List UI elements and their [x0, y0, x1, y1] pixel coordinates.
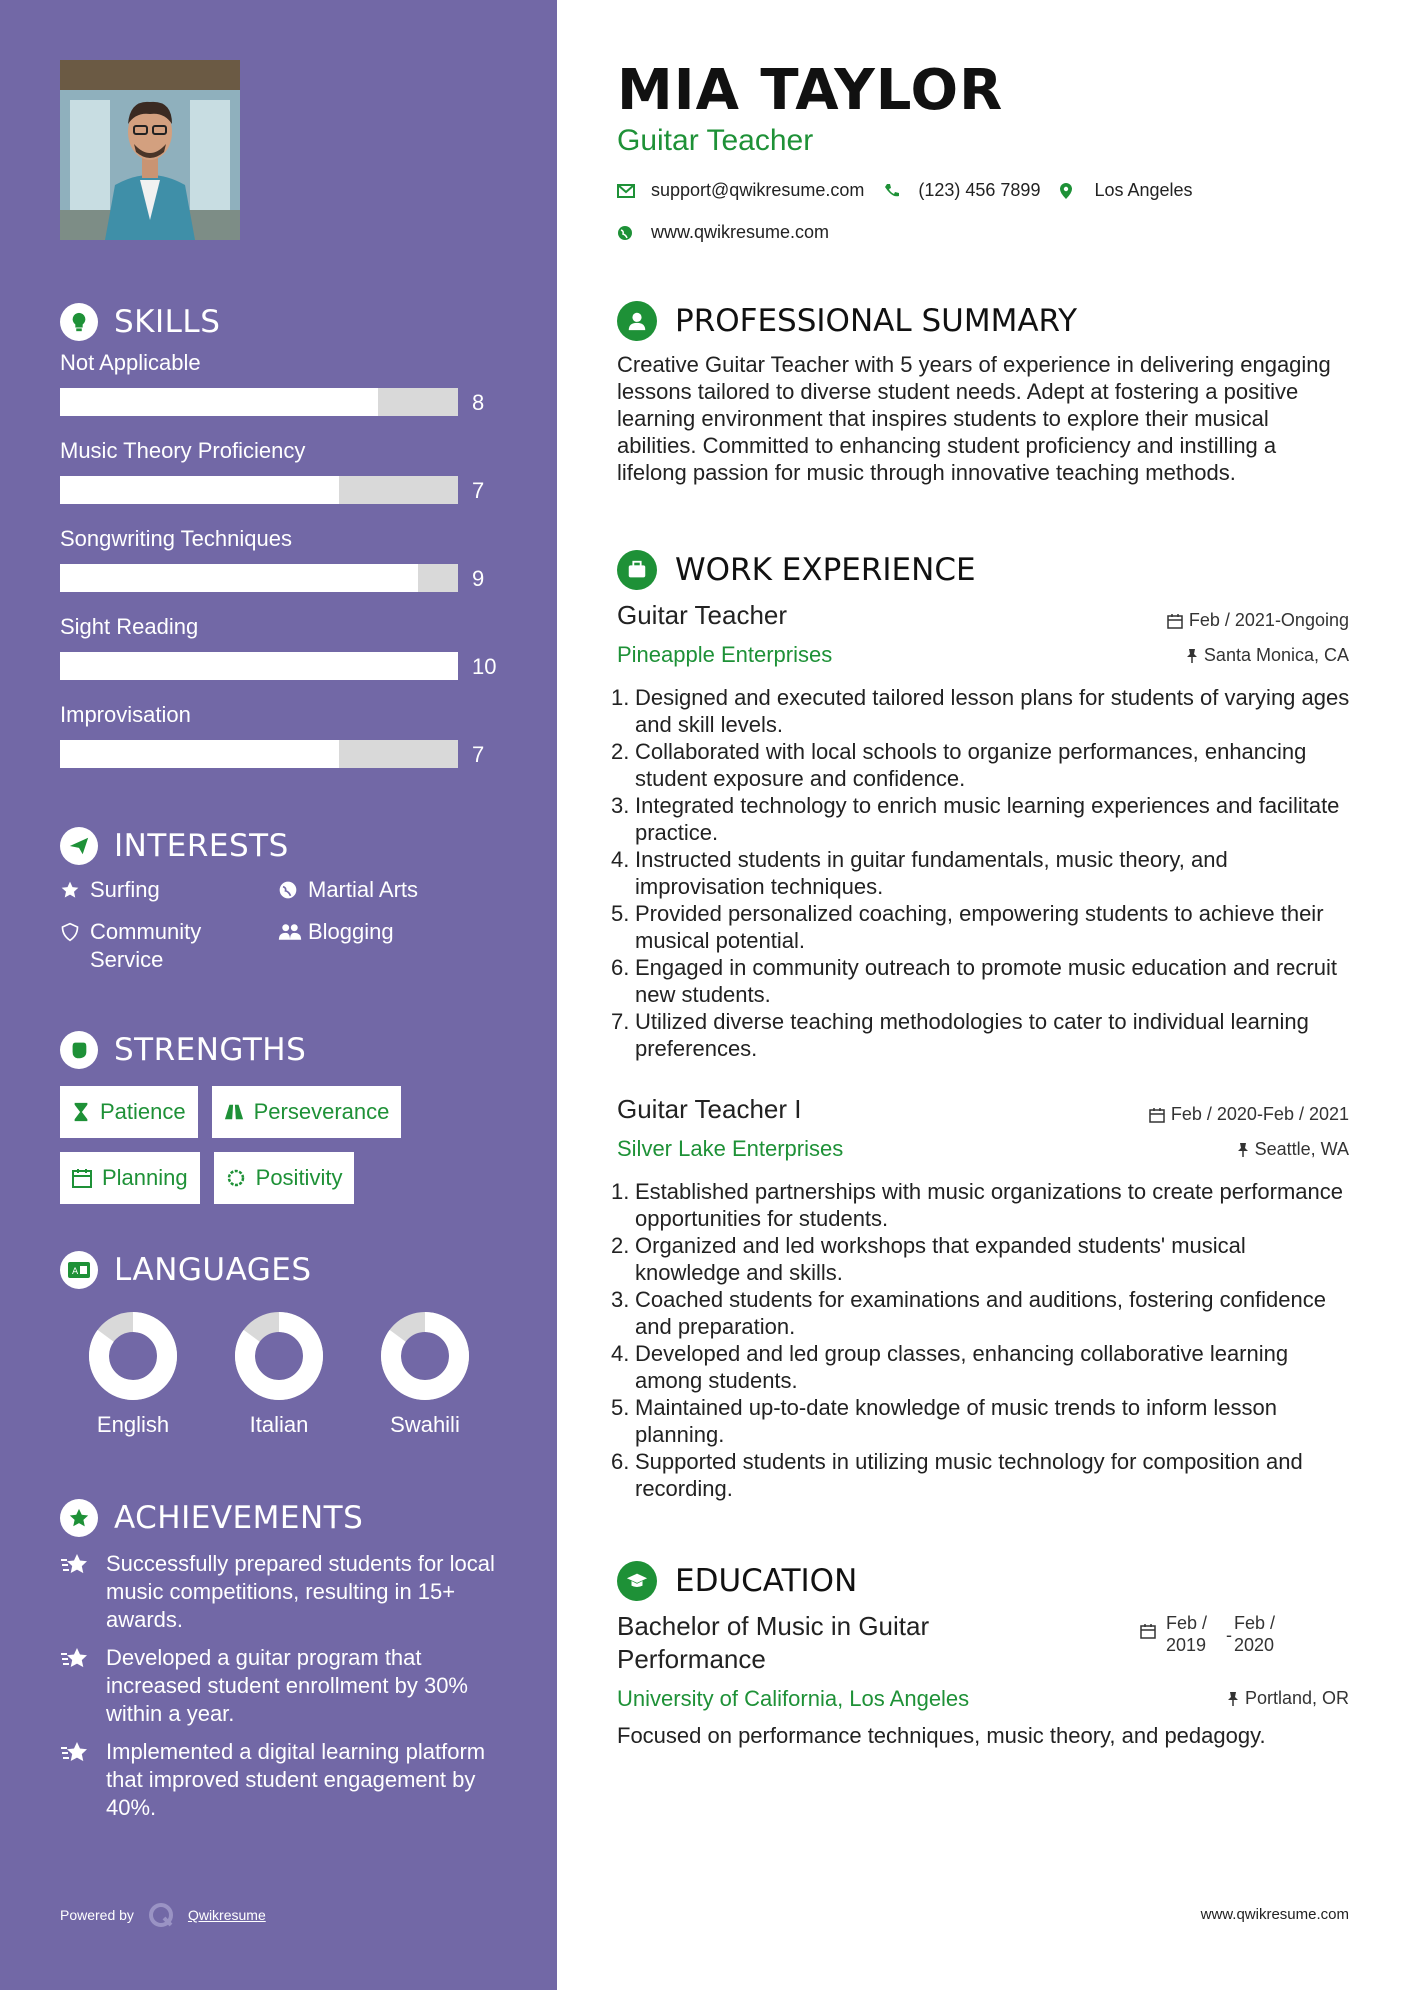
- strength-label: Patience: [100, 1099, 186, 1124]
- achievement-text: Developed a guitar program that increased student enrollment by 30% within a year.: [106, 1645, 468, 1726]
- skill-value: 7: [472, 478, 485, 503]
- language-item: [352, 1310, 498, 1438]
- skill-bar: [60, 388, 458, 416]
- website-link[interactable]: www.qwikresume.com: [651, 222, 830, 242]
- achievements-section: [60, 1496, 520, 1822]
- education-description: Focused on performance techniques, music theory, and pedagogy.: [617, 1723, 1266, 1748]
- globe-icon: [617, 225, 651, 241]
- interest-label: Surfing: [90, 877, 160, 902]
- language-ring: [233, 1310, 325, 1402]
- skill-bar: [60, 740, 458, 768]
- duty-text: Collaborated with local schools to organize performances, enhancing student exposure and confidence.: [635, 739, 1307, 791]
- strength-chip: [212, 1086, 402, 1138]
- skill-bar-fill: [60, 564, 418, 592]
- phone-number[interactable]: (123) 456 7899: [918, 180, 1041, 200]
- skill-bar: [60, 564, 458, 592]
- skill-name: Songwriting Techniques: [60, 526, 292, 551]
- strength-chip: [60, 1086, 198, 1138]
- users-icon: [278, 918, 308, 946]
- interest-item: [278, 918, 496, 974]
- skill-bar-fill: [60, 476, 339, 504]
- skill-row: [60, 696, 520, 784]
- map-pin-icon: [1060, 183, 1094, 199]
- qwikresume-link[interactable]: Qwikresume: [187, 1907, 266, 1923]
- duty-item: 5. Maintained up-to-date knowledge of music trends to inform lesson planning.: [611, 1395, 1278, 1447]
- degree-title: Bachelor of Music in Guitar Performance: [617, 1611, 930, 1674]
- trophy-star-icon: [60, 1499, 98, 1537]
- powered-by: Powered by Qwikresume: [60, 1900, 266, 1930]
- achievements-heading: ACHIEVEMENTS: [60, 1496, 520, 1540]
- language-item: [60, 1310, 206, 1438]
- language-ring: [87, 1310, 179, 1402]
- skill-bar-fill: [60, 740, 339, 768]
- education-location: Portland, OR: [1227, 1688, 1349, 1709]
- star-icon: [60, 876, 90, 904]
- achievement-item: [60, 1550, 520, 1634]
- job-company: Silver Lake Enterprises: [617, 1136, 844, 1161]
- strengths-heading: STRENGTHS: [60, 1028, 520, 1072]
- job-company: Pineapple Enterprises: [617, 642, 833, 667]
- interest-label: Blogging: [308, 919, 394, 944]
- duty-text: Instructed students in guitar fundamentals, music theory, and improvisation techniques.: [635, 847, 1228, 899]
- footer-website[interactable]: www.qwikresume.com: [1200, 1906, 1349, 1923]
- summary-text: Creative Guitar Teacher with 5 years of experience in delivering engaging lessons tailored to diverse student needs. Adept at fostering a positive learning environment that inspires students to explore their musical abilities. Committed to enhancing student proficiency and instilling a lifelong passion for music through innovative teaching methods.: [617, 352, 1331, 485]
- duty-text: Designed and executed tailored lesson plans for students of varying ages and skill levels.: [635, 685, 1350, 737]
- job-duties: [611, 684, 1355, 1062]
- graduation-cap-icon: [617, 1561, 657, 1601]
- skill-row: [60, 344, 520, 432]
- skill-bar: [60, 476, 458, 504]
- language-icon: [60, 1251, 98, 1289]
- interest-item: [278, 876, 496, 904]
- skill-name: Music Theory Proficiency: [60, 438, 306, 463]
- pin-icon: [1186, 648, 1198, 664]
- interests-heading: INTERESTS: [60, 824, 520, 868]
- duty-text: Coached students for examinations and auditions, fostering confidence and preparation.: [635, 1287, 1326, 1339]
- language-name: Swahili: [390, 1412, 460, 1437]
- briefcase-icon: [617, 550, 657, 590]
- duty-item: 1. Established partnerships with music organizations to create performance opportunities for students.: [611, 1179, 1344, 1231]
- strength-label: Perseverance: [253, 1099, 390, 1124]
- duty-text: Utilized diverse teaching methodologies to cater to individual learning preferences.: [635, 1009, 1309, 1061]
- experience-heading: WORK EXPERIENCE: [617, 548, 976, 592]
- language-name: Italian: [249, 1412, 309, 1437]
- skill-value: 8: [472, 390, 485, 415]
- education-heading: EDUCATION: [617, 1559, 857, 1603]
- job-duties: [611, 1178, 1355, 1502]
- skill-value: 9: [472, 566, 485, 591]
- shield-icon: [60, 918, 90, 946]
- interest-label: Community Service: [90, 919, 202, 972]
- education-end: Feb / 2020: [1234, 1613, 1276, 1655]
- sidebar: [0, 0, 557, 1990]
- skills-section: [60, 300, 520, 784]
- skill-bar-fill: [60, 652, 458, 680]
- lightbulb-icon: [60, 303, 98, 341]
- skill-name: Improvisation: [60, 702, 191, 727]
- calendar-icon: [1167, 613, 1183, 629]
- education-start: Feb / 2019: [1166, 1613, 1208, 1655]
- star-trail-icon: [60, 1550, 106, 1585]
- job-location: Seattle, WA: [1237, 1139, 1349, 1160]
- website-row: [617, 222, 829, 243]
- envelope-icon: [617, 184, 651, 198]
- duty-text: Supported students in utilizing music technology for composition and recording.: [635, 1449, 1303, 1501]
- skill-row: [60, 608, 520, 696]
- hourglass-icon: [72, 1102, 90, 1122]
- school-name: University of California, Los Angeles: [617, 1686, 970, 1711]
- contact-row: [617, 180, 1193, 201]
- skill-row: [60, 432, 520, 520]
- interest-item: [60, 876, 278, 904]
- duty-item: 4. Developed and led group classes, enhancing collaborative learning among students.: [611, 1341, 1289, 1393]
- duty-item: 2. Collaborated with local schools to organize performances, enhancing student exposure and confidence.: [611, 739, 1307, 791]
- skill-value: 10: [472, 654, 497, 679]
- job-title: Guitar Teacher: [617, 600, 788, 630]
- language-ring: [379, 1310, 471, 1402]
- achievement-item: [60, 1644, 520, 1728]
- duty-text: Provided personalized coaching, empowering students to achieve their musical potential.: [635, 901, 1324, 953]
- interests-section: [60, 824, 520, 974]
- skill-bar: [60, 652, 458, 680]
- summary-heading: PROFESSIONAL SUMMARY: [617, 299, 1077, 343]
- duty-item: 2. Organized and led workshops that expanded students' musical knowledge and skills.: [611, 1233, 1246, 1285]
- pin-icon: [1237, 1142, 1249, 1158]
- interest-item: [60, 918, 278, 974]
- language-item: [206, 1310, 352, 1438]
- job-dates: Feb / 2021-Ongoing: [1167, 610, 1349, 631]
- skill-value: 7: [472, 742, 485, 767]
- globe-icon: [278, 876, 308, 904]
- calendar-icon: [72, 1168, 92, 1188]
- pin-icon: [1227, 1691, 1239, 1707]
- duty-item: 6. Engaged in community outreach to promote music education and recruit new students.: [611, 955, 1337, 1007]
- duty-item: 1. Designed and executed tailored lesson plans for students of varying ages and skill levels.: [611, 685, 1350, 737]
- phone-icon: [884, 183, 918, 199]
- strength-label: Planning: [102, 1165, 188, 1190]
- language-name: English: [96, 1412, 170, 1437]
- svg-text:A: A: [72, 1267, 79, 1277]
- candidate-title: Guitar Teacher: [617, 124, 814, 157]
- duty-text: Developed and led group classes, enhancing collaborative learning among students.: [635, 1341, 1289, 1393]
- duty-text: Organized and led workshops that expanded students' musical knowledge and skills.: [635, 1233, 1246, 1285]
- skills-heading: SKILLS: [60, 300, 520, 344]
- duty-item: 7. Utilized diverse teaching methodologies to cater to individual learning preferences.: [611, 1009, 1309, 1061]
- profile-photo: [60, 60, 240, 240]
- road-icon: [224, 1103, 244, 1121]
- fist-icon: [60, 1031, 98, 1069]
- strength-chip: [60, 1152, 200, 1204]
- email-link[interactable]: support@qwikresume.com: [651, 180, 865, 200]
- paper-plane-icon: [60, 827, 98, 865]
- strengths-section: [60, 1028, 520, 1204]
- skill-name: Sight Reading: [60, 614, 199, 639]
- job-dates: Feb / 2020-Feb / 2021: [1149, 1104, 1349, 1125]
- qwikresume-logo-icon: [146, 1900, 176, 1930]
- duty-text: Maintained up-to-date knowledge of music trends to inform lesson planning.: [635, 1395, 1278, 1447]
- calendar-icon: [1140, 1612, 1156, 1644]
- candidate-name: MIA TAYLOR: [617, 58, 1004, 123]
- skill-row: [60, 520, 520, 608]
- duty-item: 3. Integrated technology to enrich music learning experiences and facilitate practice.: [611, 793, 1340, 845]
- skill-bar-fill: [60, 388, 378, 416]
- duty-text: Integrated technology to enrich music learning experiences and facilitate practice.: [635, 793, 1340, 845]
- duty-text: Engaged in community outreach to promote music education and recruit new students.: [635, 955, 1337, 1007]
- duty-text: Established partnerships with music organizations to create performance opportunities for students.: [635, 1179, 1344, 1231]
- languages-heading: A LANGUAGES: [60, 1248, 520, 1292]
- skill-name: Not Applicable: [60, 350, 201, 375]
- star-trail-icon: [60, 1644, 106, 1679]
- languages-section: [60, 1248, 520, 1438]
- achievement-text: Implemented a digital learning platform that improved student engagement by 40%.: [106, 1739, 486, 1820]
- job-title: Guitar Teacher I: [617, 1094, 802, 1124]
- duty-item: 4. Instructed students in guitar fundamentals, music theory, and improvisation techniques.: [611, 847, 1228, 899]
- education-dates: Feb / 2019 - Feb / 2020: [1140, 1612, 1275, 1656]
- job-location: Santa Monica, CA: [1186, 645, 1349, 666]
- location-text: Los Angeles: [1094, 180, 1193, 200]
- interest-label: Martial Arts: [308, 877, 419, 902]
- achievement-item: [60, 1738, 520, 1822]
- achievement-text: Successfully prepared students for local music competitions, resulting in 15+ awards.: [106, 1551, 495, 1632]
- duty-item: 5. Provided personalized coaching, empowering students to achieve their musical potential.: [611, 901, 1324, 953]
- sun-icon: [226, 1168, 246, 1188]
- duty-item: 3. Coached students for examinations and auditions, fostering confidence and preparation.: [611, 1287, 1326, 1339]
- duty-item: 6. Supported students in utilizing music technology for composition and recording.: [611, 1449, 1303, 1501]
- strength-chip: [214, 1152, 355, 1204]
- star-trail-icon: [60, 1738, 106, 1773]
- calendar-icon: [1149, 1107, 1165, 1123]
- user-icon: [617, 301, 657, 341]
- strength-label: Positivity: [255, 1165, 343, 1190]
